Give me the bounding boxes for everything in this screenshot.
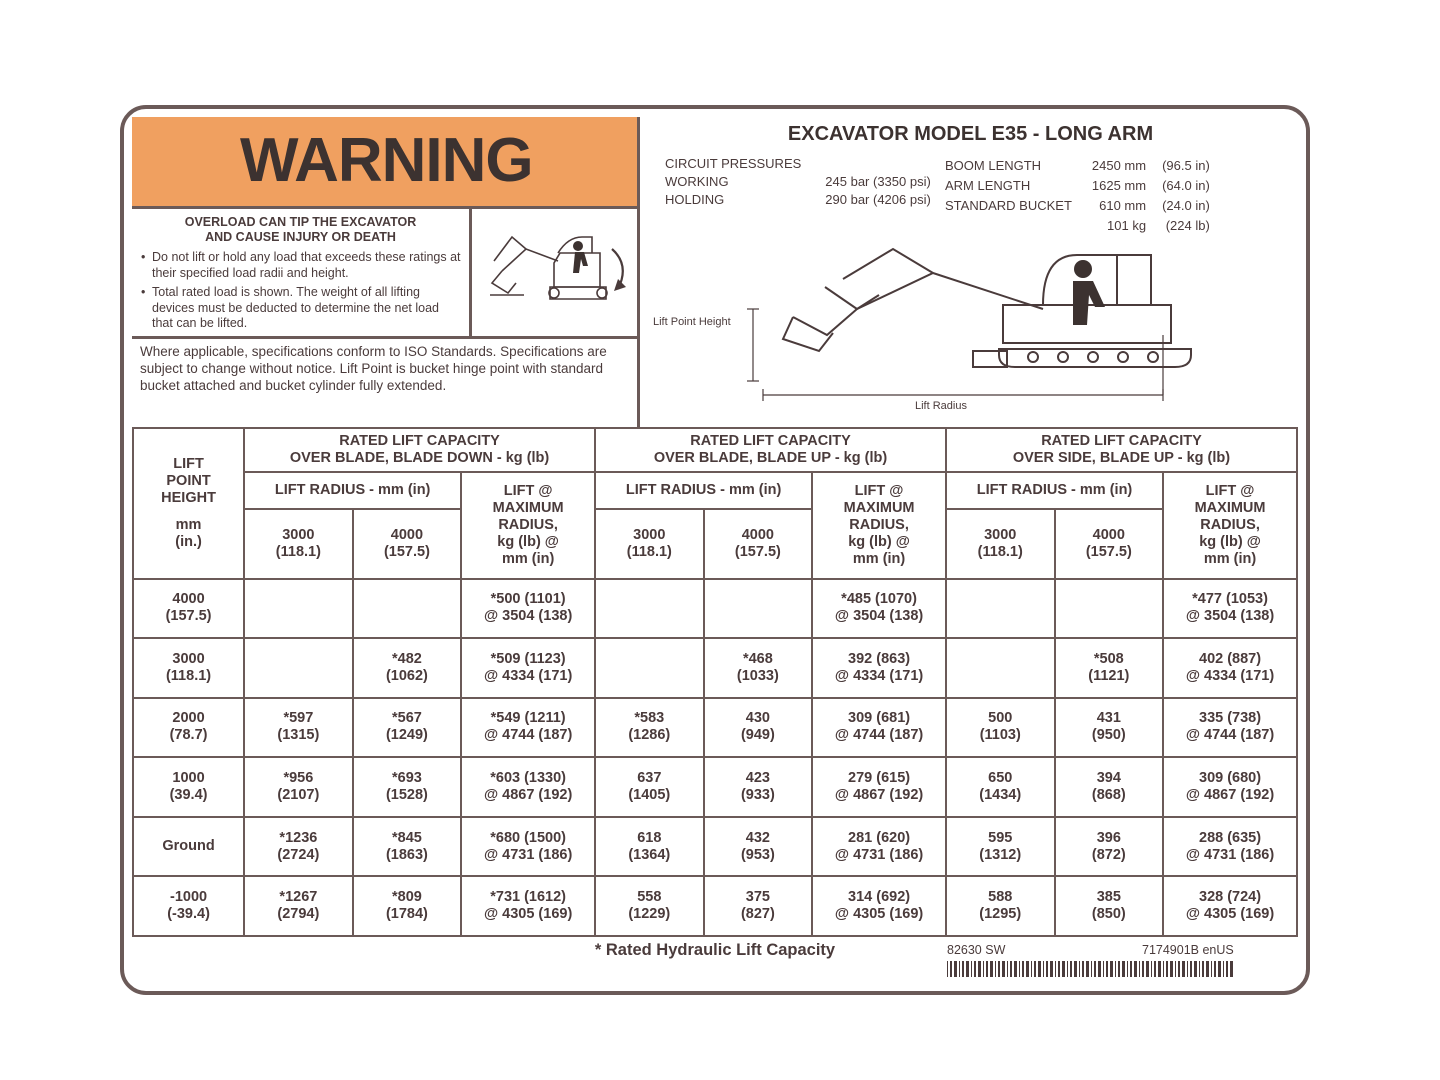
radius-in: (118.1) <box>275 543 321 560</box>
capacity-cell <box>353 579 462 639</box>
table-header-row-2 <box>133 472 1297 509</box>
capacity-cell <box>1055 876 1164 936</box>
capacity-value-line: *731 (1612) <box>490 889 567 906</box>
capacity-cell <box>946 638 1055 698</box>
tipping-excavator-illustration <box>472 209 637 339</box>
capacity-cell <box>353 757 462 817</box>
lph-line1: LIFT <box>173 455 204 472</box>
capacity-cell <box>353 876 462 936</box>
capacity-cell <box>1163 698 1297 758</box>
max2-l4: kg (lb) @ <box>848 533 910 550</box>
capacity-value-line: 396 <box>1096 829 1121 846</box>
capacity-value-line: (827) <box>740 906 775 923</box>
capacity-value-line: 431 <box>1096 710 1121 727</box>
capacity-value-line: 588 <box>988 889 1013 906</box>
decal-header <box>132 117 1298 427</box>
capacity-value-line: @ 4867 (192) <box>1185 787 1275 804</box>
boom-length-metric: 2450 mm <box>1091 158 1147 173</box>
radius-mm: 4000 <box>741 526 774 543</box>
capacity-value-line: 309 (681) <box>848 710 911 727</box>
max3-l2: MAXIMUM <box>1194 499 1266 516</box>
capacity-value-line: 335 (738) <box>1199 710 1262 727</box>
capacity-value-line: (1315) <box>277 727 320 744</box>
capacity-value-line: @ 4744 (187) <box>834 727 924 744</box>
capacity-value-line: @ 4334 (171) <box>483 667 573 684</box>
iso-note: Where applicable, specifications conform to ISO Standards. Specifications are subject to change without notice. Lift Point is bucket hinge point with standard bucket attached and bucket cylinder fully extended. <box>140 344 607 393</box>
capacity-cell <box>812 817 946 877</box>
height-in: (157.5) <box>165 608 212 625</box>
capacity-value-line: (1062) <box>385 667 428 684</box>
table-row <box>133 876 1297 936</box>
warning-decal <box>120 105 1310 995</box>
capacity-value-line: @ 4305 (169) <box>834 906 924 923</box>
capacity-value-line: @ 3504 (138) <box>483 608 573 625</box>
capacity-value-line: *477 (1053) <box>1192 591 1268 608</box>
capacity-value-line: (868) <box>1091 787 1126 804</box>
group1-line2: OVER BLADE, BLADE DOWN - kg (lb) <box>289 450 550 467</box>
capacity-cell <box>1055 698 1164 758</box>
arm-length-label: ARM LENGTH <box>945 178 1031 193</box>
radius-mm: 3000 <box>282 526 315 543</box>
capacity-value-line: (1863) <box>385 846 428 863</box>
table-row <box>133 698 1297 758</box>
capacity-cell <box>595 817 704 877</box>
capacity-cell <box>244 638 353 698</box>
capacity-cell <box>946 579 1055 639</box>
lift-point-height-cell <box>133 579 244 639</box>
capacity-value-line: 328 (724) <box>1199 889 1262 906</box>
capacity-value-line: 314 (692) <box>848 889 911 906</box>
capacity-cell <box>1163 638 1297 698</box>
barcode <box>947 961 1237 977</box>
capacity-value-line: (2107) <box>277 787 320 804</box>
capacity-value-line: @ 4334 (171) <box>834 667 924 684</box>
lph-line5: (in.) <box>175 533 202 550</box>
svg-text:Lift Point Height: Lift Point Height <box>653 316 731 328</box>
capacity-value-line: (1295) <box>979 906 1022 923</box>
radius-in: (157.5) <box>1085 543 1132 560</box>
height-mm: 2000 <box>172 710 205 727</box>
bucket-imperial: (24.0 in) <box>1162 198 1210 213</box>
capacity-value-line: @ 4744 (187) <box>1185 727 1275 744</box>
arm-length-imperial: (64.0 in) <box>1162 178 1210 193</box>
capacity-cell <box>244 757 353 817</box>
capacity-cell <box>1163 757 1297 817</box>
capacity-value-line: (850) <box>1091 906 1126 923</box>
capacity-value-line: (1121) <box>1088 667 1130 684</box>
circuit-pressures-label: CIRCUIT PRESSURES <box>665 156 802 171</box>
capacity-cell <box>461 638 595 698</box>
list-item: • Do not lift or hold any load that exceeds these ratings at their specified load radii and height. <box>140 250 461 281</box>
height-in: (78.7) <box>169 727 208 744</box>
capacity-value-line: (950) <box>1091 727 1126 744</box>
capacity-cell <box>946 817 1055 877</box>
capacity-value-line: 394 <box>1096 770 1121 787</box>
capacity-value-line: @ 3504 (138) <box>1185 608 1275 625</box>
warning-banner <box>132 117 637 209</box>
max3-l3: RADIUS, <box>1200 516 1260 533</box>
capacity-cell <box>704 817 813 877</box>
lph-line2: POINT <box>166 472 211 489</box>
bucket-weight-metric: 101 kg <box>1107 218 1147 233</box>
capacity-cell <box>461 757 595 817</box>
radius-in: (118.1) <box>626 543 672 560</box>
capacity-value-line: *1236 <box>279 829 318 846</box>
capacity-cell <box>461 698 595 758</box>
capacity-value-line: 430 <box>745 710 770 727</box>
group-header-over-side <box>946 428 1297 472</box>
max1-l4: kg (lb) @ <box>497 533 559 550</box>
lift-point-height-header <box>133 428 244 579</box>
height-in: (39.4) <box>169 787 208 804</box>
capacity-value-line: (1229) <box>628 906 671 923</box>
radius-header-3: LIFT RADIUS - mm (in) <box>946 472 1163 509</box>
capacity-cell <box>812 698 946 758</box>
capacity-value-line: (872) <box>1091 846 1126 863</box>
radius-4000-3 <box>1055 509 1164 579</box>
capacity-value-line: @ 4305 (169) <box>483 906 573 923</box>
capacity-value-line: (1286) <box>628 727 671 744</box>
capacity-cell <box>946 757 1055 817</box>
capacity-cell <box>1163 876 1297 936</box>
arm-length-metric: 1625 mm <box>1091 178 1147 193</box>
capacity-value-line: *485 (1070) <box>841 591 917 608</box>
capacity-cell <box>244 876 353 936</box>
capacity-cell <box>595 638 704 698</box>
capacity-value-line: 309 (680) <box>1199 770 1262 787</box>
height-mm: 1000 <box>172 770 205 787</box>
capacity-value-line: @ 4731 (186) <box>834 846 924 863</box>
capacity-value-line: 595 <box>988 829 1013 846</box>
bucket-label: STANDARD BUCKET <box>945 198 1072 213</box>
capacity-cell <box>595 698 704 758</box>
radius-mm: 4000 <box>390 526 424 543</box>
capacity-value-line: 385 <box>1096 889 1121 906</box>
capacity-value-line: 281 (620) <box>848 829 911 846</box>
max1-l2: MAXIMUM <box>492 499 564 516</box>
table-row <box>133 579 1297 639</box>
capacity-cell <box>595 876 704 936</box>
capacity-value-line: (953) <box>740 846 775 863</box>
capacity-cell <box>244 817 353 877</box>
capacity-value-line: *603 (1330) <box>490 770 567 787</box>
footer-code-right: 7174901B enUS <box>1142 943 1234 957</box>
capacity-value-line: (1312) <box>979 846 1022 863</box>
capacity-value-line: (949) <box>740 727 775 744</box>
group-header-blade-up <box>595 428 946 472</box>
capacity-value-line: (1405) <box>628 787 671 804</box>
capacity-value-line: *549 (1211) <box>490 710 566 727</box>
capacity-cell <box>244 579 353 639</box>
capacity-cell <box>1055 579 1164 639</box>
max1-l3: RADIUS, <box>498 516 558 533</box>
lph-line4: mm <box>175 516 202 533</box>
radius-in: (118.1) <box>977 543 1023 560</box>
capacity-cell <box>353 698 462 758</box>
max3-l1: LIFT @ <box>1205 482 1255 499</box>
group3-line2: OVER SIDE, BLADE UP - kg (lb) <box>1012 450 1231 467</box>
capacity-cell <box>595 757 704 817</box>
capacity-cell <box>353 817 462 877</box>
capacity-value-line: (1103) <box>979 727 1021 744</box>
max-radius-header-3 <box>1163 472 1297 579</box>
capacity-value-line: (933) <box>740 787 775 804</box>
capacity-value-line: *500 (1101) <box>490 591 566 608</box>
capacity-value-line: 500 <box>988 710 1013 727</box>
height-in: (118.1) <box>165 667 212 684</box>
radius-mm: 3000 <box>984 526 1017 543</box>
svg-text:Lift Radius: Lift Radius <box>915 400 967 412</box>
capacity-cell <box>461 579 595 639</box>
max3-l5: mm (in) <box>1203 550 1257 567</box>
capacity-value-line: (1033) <box>736 667 779 684</box>
capacity-value-line: @ 4867 (192) <box>483 787 573 804</box>
lift-point-height-cell <box>133 817 244 877</box>
table-row <box>133 638 1297 698</box>
table-header-row-1 <box>133 428 1297 472</box>
radius-mm: 4000 <box>1092 526 1125 543</box>
capacity-cell <box>1163 579 1297 639</box>
max1-l1: LIFT @ <box>503 482 553 499</box>
group-header-blade-down <box>244 428 595 472</box>
excavator-diagram <box>643 217 1298 417</box>
capacity-value-line: 279 (615) <box>848 770 911 787</box>
capacity-cell <box>1055 817 1164 877</box>
radius-mm: 3000 <box>633 526 666 543</box>
height-mm: Ground <box>162 838 215 855</box>
capacity-value-line: @ 3504 (138) <box>834 608 924 625</box>
capacity-value-line: @ 4334 (171) <box>1185 667 1275 684</box>
capacity-value-line: 432 <box>745 829 770 846</box>
capacity-cell <box>946 876 1055 936</box>
max2-l3: RADIUS, <box>849 516 909 533</box>
capacity-value-line: 423 <box>745 770 770 787</box>
capacity-value-line: *567 <box>392 710 422 727</box>
capacity-cell <box>704 579 813 639</box>
height-mm: -1000 <box>170 889 208 906</box>
capacity-value-line: @ 4744 (187) <box>483 727 573 744</box>
max2-l2: MAXIMUM <box>843 499 915 516</box>
capacity-cell <box>353 638 462 698</box>
boom-length-imperial: (96.5 in) <box>1162 158 1210 173</box>
radius-in: (157.5) <box>383 543 430 560</box>
group1-line1: RATED LIFT CAPACITY <box>339 433 500 450</box>
radius-3000-3 <box>946 509 1055 579</box>
capacity-cell <box>1055 757 1164 817</box>
capacity-cell <box>704 876 813 936</box>
capacity-cell <box>595 579 704 639</box>
capacity-value-line: *509 (1123) <box>490 650 566 667</box>
capacity-cell <box>812 757 946 817</box>
height-in: (-39.4) <box>167 906 210 923</box>
capacity-value-line: (2724) <box>277 846 320 863</box>
capacity-value-line: 618 <box>637 829 662 846</box>
radius-header-1: LIFT RADIUS - mm (in) <box>244 472 461 509</box>
boom-length-label: BOOM LENGTH <box>945 158 1042 173</box>
warning-panel <box>132 117 640 427</box>
overload-headline-line1: OVERLOAD CAN TIP THE EXCAVATOR <box>184 215 417 229</box>
radius-3000-1 <box>244 509 353 579</box>
capacity-value-line: (1784) <box>385 906 428 923</box>
capacity-value-line: *508 <box>1093 650 1124 667</box>
bucket-metric: 610 mm <box>1099 198 1147 213</box>
capacity-value-line: *693 <box>392 770 422 787</box>
capacity-value-line: @ 4731 (186) <box>1185 846 1275 863</box>
capacity-cell <box>704 638 813 698</box>
warning-bullet-list <box>140 250 461 332</box>
capacity-value-line: (1364) <box>628 846 671 863</box>
circuit-working-label: WORKING <box>665 174 729 189</box>
circuit-holding-value: 290 bar (4206 psi) <box>825 192 931 207</box>
capacity-cell <box>812 579 946 639</box>
radius-4000-2 <box>704 509 813 579</box>
capacity-value-line: @ 4305 (169) <box>1185 906 1275 923</box>
table-body <box>133 579 1297 936</box>
capacity-value-line: *468 <box>742 650 773 667</box>
capacity-cell <box>704 757 813 817</box>
model-panel <box>643 117 1298 427</box>
table-row <box>133 817 1297 877</box>
capacity-cell <box>812 638 946 698</box>
capacity-value-line: *680 (1500) <box>490 829 567 846</box>
decal-footer <box>132 937 1298 983</box>
overload-text-block <box>132 209 472 339</box>
capacity-cell <box>1163 817 1297 877</box>
capacity-cell <box>461 876 595 936</box>
max2-l1: LIFT @ <box>854 482 904 499</box>
lph-line3: HEIGHT <box>161 489 216 506</box>
table-row <box>133 757 1297 817</box>
capacity-value-line: (1434) <box>979 787 1022 804</box>
radius-in: (157.5) <box>734 543 781 560</box>
max3-l4: kg (lb) @ <box>1199 533 1261 550</box>
capacity-value-line: @ 4731 (186) <box>483 846 573 863</box>
capacity-cell <box>704 698 813 758</box>
capacity-cell <box>1055 638 1164 698</box>
overload-headline-line2: AND CAUSE INJURY OR DEATH <box>205 230 396 244</box>
capacity-value-line: *583 <box>634 710 665 727</box>
lift-capacity-table <box>132 427 1298 937</box>
capacity-value-line: *482 <box>392 650 422 667</box>
capacity-value-line: 375 <box>745 889 770 906</box>
capacity-value-line: (2794) <box>277 906 320 923</box>
circuit-pressures <box>665 155 937 209</box>
max-radius-header-1 <box>461 472 595 579</box>
capacity-value-line: @ 4867 (192) <box>834 787 924 804</box>
circuit-holding-label: HOLDING <box>665 192 725 207</box>
lift-point-height-cell <box>133 698 244 758</box>
lift-point-height-cell <box>133 876 244 936</box>
group2-line2: OVER BLADE, BLADE UP - kg (lb) <box>653 450 888 467</box>
list-item: • Total rated load is shown. The weight of all lifting devices must be deducted to determine the net load that can be lifted. <box>140 285 461 332</box>
radius-3000-2 <box>595 509 704 579</box>
capacity-value-line: *956 <box>283 770 314 787</box>
capacity-value-line: 650 <box>988 770 1013 787</box>
capacity-value-line: 558 <box>637 889 662 906</box>
capacity-value-line: 637 <box>637 770 662 787</box>
lift-capacity-table-wrapper <box>132 427 1298 937</box>
capacity-value-line: 392 (863) <box>848 650 911 667</box>
capacity-value-line: 402 (887) <box>1199 650 1262 667</box>
lift-point-height-cell <box>133 757 244 817</box>
bucket-weight-imperial: (224 lb) <box>1165 218 1210 233</box>
max-radius-header-2 <box>812 472 946 579</box>
height-mm: 3000 <box>172 650 205 667</box>
lift-point-height-cell <box>133 638 244 698</box>
capacity-value-line: 288 (635) <box>1199 829 1262 846</box>
capacity-value-line: *845 <box>392 829 422 846</box>
excavator-side-view-icon <box>643 217 1303 417</box>
group2-line1: RATED LIFT CAPACITY <box>690 433 851 450</box>
capacity-value-line: (1528) <box>385 787 428 804</box>
model-title: EXCAVATOR MODEL E35 - LONG ARM <box>787 123 1154 145</box>
capacity-value-line: *1267 <box>279 889 318 906</box>
warning-word: WARNING <box>240 126 533 195</box>
capacity-cell <box>812 876 946 936</box>
circuit-working-value: 245 bar (3350 psi) <box>825 174 931 189</box>
radius-4000-1 <box>353 509 462 579</box>
capacity-cell <box>244 698 353 758</box>
group3-line1: RATED LIFT CAPACITY <box>1041 433 1202 450</box>
footer-code-left: 82630 SW <box>947 943 1006 957</box>
table-header-row-3 <box>133 509 1297 579</box>
footer-note: * Rated Hydraulic Lift Capacity <box>594 941 836 959</box>
capacity-value-line: *809 <box>392 889 422 906</box>
radius-header-2: LIFT RADIUS - mm (in) <box>595 472 812 509</box>
height-mm: 4000 <box>172 591 205 608</box>
max2-l5: mm (in) <box>852 550 906 567</box>
capacity-value-line: (1249) <box>385 727 428 744</box>
max1-l5: mm (in) <box>501 550 555 567</box>
capacity-cell <box>946 698 1055 758</box>
capacity-value-line: *597 <box>283 710 314 727</box>
excavator-tip-icon <box>472 209 637 339</box>
capacity-cell <box>461 817 595 877</box>
